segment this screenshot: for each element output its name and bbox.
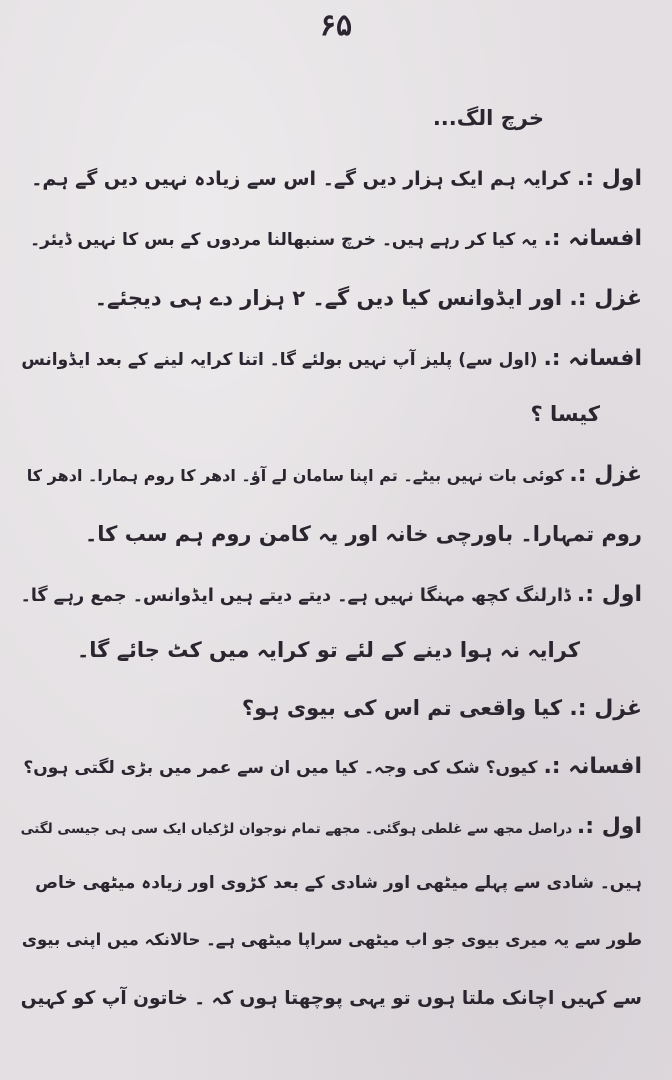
line-text: اور ایڈوانس کیا دیں گے۔ ۲ ہزار دے ہی دیجئے۔ bbox=[94, 286, 563, 310]
line-text: یہ کیا کر رہے ہیں۔ خرچ سنبھالنا مردوں کے بس کا نہیں ڈیئر۔ bbox=[30, 230, 538, 250]
line-text: خرچ الگ... bbox=[432, 106, 544, 130]
speaker-label: غزل :. bbox=[569, 696, 642, 721]
line-text: کرایہ نہ ہوا دینے کے لئے تو کرایہ میں کٹ جائے گا۔ bbox=[76, 638, 580, 662]
speaker-label: اول :. bbox=[576, 582, 642, 607]
speaker-label: غزل :. bbox=[569, 286, 642, 311]
line-text: کیا واقعی تم اس کی بیوی ہو؟ bbox=[241, 696, 563, 720]
speaker-label: افسانہ :. bbox=[543, 754, 642, 779]
dialogue-line-5 bbox=[21, 346, 642, 371]
text-line-15 bbox=[22, 930, 642, 949]
dialogue-line-4 bbox=[95, 286, 642, 311]
dialogue-line-13 bbox=[21, 814, 642, 839]
line-text: طور سے یہ میری بیوی جو اب میٹھی سراپا میٹھی ہے۔ حالانکہ میں اپنی بیوی bbox=[21, 930, 642, 949]
line-text: سے کہیں اچانک ملتا ہوں تو یہی پوچھتا ہوں کہ ۔ خاتون آپ کو کہیں bbox=[20, 988, 642, 1009]
dialogue-line-12 bbox=[23, 754, 642, 779]
line-text: کوئی بات نہیں بیٹے۔ تم اپنا سامان لے آؤ۔ ادھر کا روم ہمارا۔ ادھر کا bbox=[26, 466, 564, 485]
speaker-label: افسانہ :. bbox=[543, 226, 642, 251]
line-text: ہیں۔ شادی سے پہلے میٹھی اور شادی کے بعد کڑوی اور زیادہ میٹھی خاص bbox=[35, 873, 642, 893]
speaker-label: غزل :. bbox=[569, 462, 642, 487]
line-text: کیوں؟ شک کی وجہ۔ کیا میں ان سے عمر میں بڑی لگتی ہوں؟ bbox=[23, 758, 538, 778]
line-text: دراصل مجھ سے غلطی ہوگئی۔ مجھے تمام نوجوان لڑکیاں ایک سی ہی جیسی لگتی bbox=[20, 821, 573, 837]
text-line-1 bbox=[433, 106, 544, 130]
dialogue-line-2 bbox=[31, 166, 642, 191]
dialogue-line-3 bbox=[30, 226, 642, 251]
page-number: ۶۵ bbox=[319, 8, 353, 43]
text-line-8 bbox=[85, 522, 642, 546]
line-text: کیسا ؟ bbox=[530, 402, 600, 426]
dialogue-line-9 bbox=[21, 582, 642, 607]
line-text: روم تمہارا۔ باورچی خانہ اور یہ کامن روم ہم سب کا۔ bbox=[84, 522, 642, 546]
line-text: ڈارلنگ کچھ مہنگا نہیں ہے۔ دیتے دیتے ہیں ایڈوانس۔ جمع رہے گا۔ bbox=[20, 586, 571, 606]
dialogue-line-11 bbox=[242, 696, 642, 721]
text-line-6 bbox=[530, 402, 600, 426]
text-line-10 bbox=[77, 638, 580, 662]
dialogue-line-7 bbox=[27, 462, 642, 487]
line-text: کرایہ ہم ایک ہزار دیں گے۔ اس سے زیادہ نہیں دیں گے ہم۔ bbox=[31, 168, 571, 190]
speaker-label: اول :. bbox=[576, 166, 642, 191]
speaker-label: اول :. bbox=[576, 814, 642, 839]
speaker-label: افسانہ :. bbox=[543, 346, 642, 371]
line-text: (اول سے) پلیز آپ نہیں بولئے گا۔ اتنا کرایہ لینے کے بعد ایڈوانس bbox=[21, 350, 538, 370]
text-line-16 bbox=[21, 988, 642, 1009]
text-line-14 bbox=[35, 872, 642, 893]
